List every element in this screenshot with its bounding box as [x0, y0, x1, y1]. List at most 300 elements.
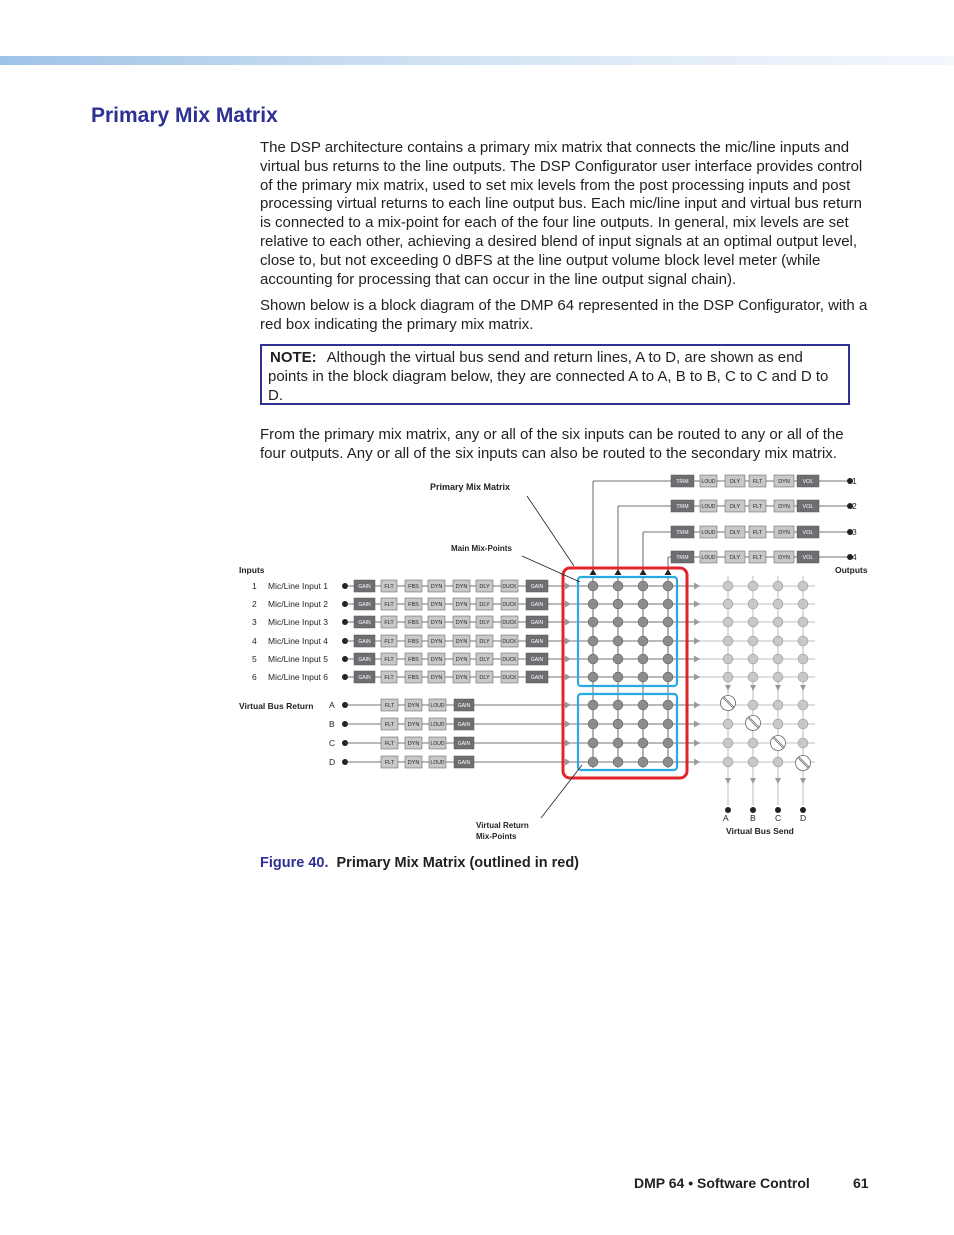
input-4-block-3-label: FBS: [408, 639, 419, 645]
virtual-return-label-d: D: [329, 757, 336, 767]
input-arrow-secondary-3: [694, 619, 700, 626]
virtual-c-block-2: [405, 737, 422, 749]
output-2-block-3-label: DLY: [729, 504, 741, 510]
input-6-block-3-label: FBS: [408, 675, 419, 681]
input-5-block-2-label: FLT: [384, 657, 394, 663]
input-3-block-3-label: FBS: [408, 620, 419, 626]
virtual-a-block-1: [381, 699, 398, 711]
secondary-mixpoint-v2-1: [723, 719, 733, 729]
input-4-block-3: [405, 635, 422, 647]
secondary-mixpoint-5-3: [773, 654, 783, 664]
input-label-6: Mic/Line Input 6: [268, 672, 329, 682]
input-2-block-6: [476, 598, 493, 610]
output-arrow-2: [615, 569, 622, 575]
secondary-mixpoint-6-3: [773, 672, 783, 682]
output-2-block-1-label: TRIM: [676, 504, 689, 510]
secondary-mixpoint-v2-3: [773, 719, 783, 729]
virtual-send-label-4: D: [800, 813, 807, 823]
input-5-block-4: [428, 653, 445, 665]
secondary-mixpoint-2-1: [723, 599, 733, 609]
input-6-block-4-label: DYN: [430, 675, 443, 681]
secondary-mixpoint-2-4: [798, 599, 808, 609]
input-1-block-3-label: FBS: [408, 584, 419, 590]
main-mixpoint-1-3: [638, 581, 648, 591]
virtual-c-block-3: [429, 737, 446, 749]
output-3-block-2-label: LOUD: [701, 530, 716, 536]
main-mixpoint-3-4: [663, 617, 673, 627]
input-1-block-8: [526, 580, 548, 592]
secondary-mixpoint-4-2: [748, 636, 758, 646]
figure-title: Primary Mix Matrix (outlined in red): [336, 855, 580, 871]
input-2-block-8-label: GAIN: [530, 602, 544, 608]
output-2-block-4: [749, 500, 766, 512]
paragraph-diagram-intro: Shown below is a block diagram of the DMP 64 represented in the DSP Configurator, with a red box indicating the primary mix matrix.: [260, 297, 868, 333]
input-2-block-2: [381, 598, 397, 610]
secondary-mixpoint-v3-2: [748, 738, 758, 748]
callout-line-virtual-mixpoints: [541, 765, 582, 818]
note-text: Although the virtual bus send and return lines, A to D, are shown as end points in the block diagram below, they are connected A to A, B to B, C to C and D to D.: [268, 349, 829, 404]
main-mixpoint-1-2: [613, 581, 623, 591]
output-2-block-5-label: DYN: [778, 504, 790, 510]
virtual-a-block-2-label: DYN: [407, 703, 420, 709]
mix-matrix: [563, 568, 811, 813]
input-3-block-6: [476, 616, 493, 628]
input-3-block-1: [354, 616, 375, 628]
secondary-mixpoint-v1-4: [798, 700, 808, 710]
input-4-block-7-label: DUCK: [502, 639, 517, 645]
secondary-mixpoint-4-1: [723, 636, 733, 646]
input-arrow-secondary-1: [694, 583, 700, 590]
main-mixpoint-2-3: [638, 599, 648, 609]
main-mixpoint-6-4: [663, 672, 673, 682]
input-6-block-3: [405, 671, 422, 683]
secondary-mixpoint-6-4: [798, 672, 808, 682]
inputs-heading: Inputs: [239, 565, 265, 575]
secondary-mixpoint-v4-3: [773, 757, 783, 767]
virtual-c-block-1-label: FLT: [384, 741, 395, 747]
output-1-block-1-label: TRIM: [676, 479, 689, 485]
virtual-return-label-a: A: [329, 700, 335, 710]
input-label-1: Mic/Line Input 1: [268, 581, 329, 591]
output-2-block-5: [774, 500, 794, 512]
main-mixpoint-5-1: [588, 654, 598, 664]
output-3-block-1-label: TRIM: [676, 530, 689, 536]
output-4-block-6: [797, 551, 819, 563]
secondary-arrow-mid-1: [725, 685, 731, 691]
virtual-b-block-1: [381, 718, 398, 730]
input-6-block-7: [501, 671, 518, 683]
secondary-mixpoint-v1-2: [748, 700, 758, 710]
input-3-block-4: [428, 616, 445, 628]
virtual-d-block-3-label: LOUD: [430, 760, 445, 766]
virtual-d-block-1: [381, 756, 398, 768]
input-6-block-7-label: DUCK: [502, 675, 517, 681]
main-mixpoint-1-1: [588, 581, 598, 591]
virtual-arrow-secondary-d: [694, 759, 700, 766]
input-2-block-1: [354, 598, 375, 610]
virtual-b-block-3: [429, 718, 446, 730]
virtual-arrow-secondary-c: [694, 740, 700, 747]
input-2-block-8: [526, 598, 548, 610]
input-3-block-8: [526, 616, 548, 628]
virtual-b-block-4-label: GAIN: [457, 722, 471, 728]
callout-virtual-return-line1: Virtual Return: [476, 821, 529, 830]
input-6-block-1-label: GAIN: [358, 675, 371, 681]
input-3-block-5-label: DYN: [455, 620, 468, 626]
input-1-block-7: [501, 580, 518, 592]
input-2-block-3: [405, 598, 422, 610]
output-4-block-4-label: FLT: [752, 555, 763, 561]
virtual-return-heading: Virtual Bus Return: [239, 701, 314, 711]
input-2-block-3-label: FBS: [408, 602, 419, 608]
input-1-block-6: [476, 580, 493, 592]
main-mixpoint-3-3: [638, 617, 648, 627]
input-5-block-6-label: DLY: [479, 657, 490, 663]
main-mixpoint-5-4: [663, 654, 673, 664]
input-arrow-3: [565, 619, 571, 626]
input-arrow-4: [565, 638, 571, 645]
secondary-mixpoint-2-3: [773, 599, 783, 609]
input-3-block-7-label: DUCK: [502, 620, 517, 626]
input-5-block-3: [405, 653, 422, 665]
virtual-c-block-4-label: GAIN: [457, 741, 471, 747]
output-number-4: 4: [852, 552, 857, 562]
virtual-a-block-4-label: GAIN: [457, 703, 471, 709]
input-1-block-3: [405, 580, 422, 592]
virtual-mixpoint-2-1: [588, 719, 598, 729]
input-5-block-7: [501, 653, 518, 665]
input-arrow-1: [565, 583, 571, 590]
virtual-send-label-2: B: [750, 813, 756, 823]
input-4-block-4: [428, 635, 445, 647]
input-3-block-5: [453, 616, 470, 628]
output-2-block-4-label: FLT: [752, 504, 763, 510]
virtual-d-block-4: [454, 756, 474, 768]
paragraph-routing: From the primary mix matrix, any or all of the six inputs can be routed to any or all of the four outputs. Any or all of the six inputs can also be routed to the secondary mix matrix.: [260, 426, 844, 462]
callout-main-mix-points: Main Mix-Points: [451, 544, 512, 553]
figure-number: Figure 40.: [260, 855, 329, 871]
main-mixpoint-4-4: [663, 636, 673, 646]
output-3-block-3: [725, 526, 745, 538]
virtual-c-block-2-label: DYN: [407, 741, 420, 747]
main-mixpoint-2-4: [663, 599, 673, 609]
input-5-block-7-label: DUCK: [502, 657, 517, 663]
secondary-mixpoint-1-4: [798, 581, 808, 591]
main-mixpoint-6-1: [588, 672, 598, 682]
input-1-block-1: [354, 580, 375, 592]
input-4-block-4-label: DYN: [430, 639, 443, 645]
input-3-block-8-label: GAIN: [530, 620, 544, 626]
virtual-d-block-4-label: GAIN: [457, 760, 471, 766]
virtual-send-label-3: C: [775, 813, 782, 823]
virtual-mixpoint-1-4: [663, 700, 673, 710]
secondary-arrow-bottom-1: [725, 778, 731, 784]
secondary-mixpoint-6-2: [748, 672, 758, 682]
input-6-block-1: [354, 671, 375, 683]
secondary-mixpoint-1-2: [748, 581, 758, 591]
input-2-block-5: [453, 598, 470, 610]
callout-primary-mix-matrix: Primary Mix Matrix: [430, 482, 511, 492]
virtual-mixpoint-4-1: [588, 757, 598, 767]
output-1-block-4-label: FLT: [752, 479, 763, 485]
input-5-block-4-label: DYN: [430, 657, 443, 663]
input-2-block-4: [428, 598, 445, 610]
footer-title: DMP 64 • Software Control: [634, 1175, 810, 1191]
input-1-block-5-label: DYN: [455, 584, 468, 590]
input-2-block-5-label: DYN: [455, 602, 468, 608]
input-5-block-5: [453, 653, 470, 665]
virtual-arrow-a: [565, 702, 571, 709]
input-1-block-7-label: DUCK: [502, 584, 517, 590]
secondary-mixpoint-2-2: [748, 599, 758, 609]
input-number-1: 1: [252, 581, 257, 591]
secondary-mixpoint-v3-1: [723, 738, 733, 748]
output-arrow-1: [590, 569, 597, 575]
virtual-a-block-2: [405, 699, 422, 711]
secondary-mixpoint-v1-3: [773, 700, 783, 710]
output-1-block-5: [774, 475, 794, 487]
output-4-block-5-label: DYN: [778, 555, 790, 561]
output-2-block-6: [797, 500, 819, 512]
outputs-heading: Outputs: [835, 565, 868, 575]
output-1-block-6-label: VOL: [802, 479, 814, 485]
secondary-arrow-bottom-3: [775, 778, 781, 784]
output-2-block-2: [700, 500, 717, 512]
virtual-arrow-secondary-a: [694, 702, 700, 709]
virtual-send-label-1: A: [723, 813, 729, 823]
input-4-block-5: [453, 635, 470, 647]
virtual-c-block-4: [454, 737, 474, 749]
virtual-mixpoint-4-4: [663, 757, 673, 767]
virtual-b-block-1-label: FLT: [384, 722, 395, 728]
secondary-mixpoint-5-1: [723, 654, 733, 664]
input-1-block-2: [381, 580, 397, 592]
main-mixpoint-6-2: [613, 672, 623, 682]
input-3-block-2: [381, 616, 397, 628]
input-2-block-4-label: DYN: [430, 602, 443, 608]
virtual-b-block-3-label: LOUD: [430, 722, 445, 728]
output-4-block-5: [774, 551, 794, 563]
secondary-mixpoint-v2-4: [798, 719, 808, 729]
output-4-block-4: [749, 551, 766, 563]
virtual-d-block-1-label: FLT: [384, 760, 395, 766]
input-arrow-secondary-2: [694, 601, 700, 608]
input-5-block-8: [526, 653, 548, 665]
secondary-mixpoint-6-1: [723, 672, 733, 682]
secondary-arrow-mid-4: [800, 685, 806, 691]
virtual-mixpoint-4-2: [613, 757, 623, 767]
note-label: NOTE:: [270, 349, 317, 366]
virtual-a-block-4: [454, 699, 474, 711]
input-number-6: 6: [252, 672, 257, 682]
input-6-block-6: [476, 671, 493, 683]
input-5-block-6: [476, 653, 493, 665]
input-6-block-2: [381, 671, 397, 683]
main-mixpoint-6-3: [638, 672, 648, 682]
secondary-mixpoint-5-4: [798, 654, 808, 664]
virtual-mixpoint-1-3: [638, 700, 648, 710]
input-3-block-2-label: FLT: [384, 620, 394, 626]
virtual-mixpoint-2-3: [638, 719, 648, 729]
virtual-mixpoint-3-3: [638, 738, 648, 748]
output-3-block-3-label: DLY: [729, 530, 741, 536]
input-4-block-6: [476, 635, 493, 647]
output-2-block-6-label: VOL: [802, 504, 814, 510]
virtual-d-block-2: [405, 756, 422, 768]
main-mixpoint-5-3: [638, 654, 648, 664]
input-label-5: Mic/Line Input 5: [268, 654, 329, 664]
output-2-block-2-label: LOUD: [701, 504, 716, 510]
input-2-block-7-label: DUCK: [502, 602, 517, 608]
secondary-mixpoint-1-1: [723, 581, 733, 591]
secondary-arrow-bottom-4: [800, 778, 806, 784]
input-number-5: 5: [252, 654, 257, 664]
input-5-block-5-label: DYN: [455, 657, 468, 663]
output-2-block-1: [671, 500, 694, 512]
input-2-block-1-label: GAIN: [358, 602, 371, 608]
input-6-block-4: [428, 671, 445, 683]
output-3-block-2: [700, 526, 717, 538]
output-1-block-1: [671, 475, 694, 487]
secondary-mixpoint-v4-1: [723, 757, 733, 767]
output-4-block-3-label: DLY: [729, 555, 741, 561]
callout-line-primary: [527, 496, 574, 566]
output-1-block-3-label: DLY: [729, 479, 741, 485]
paragraph-intro: The DSP architecture contains a primary mix matrix that connects the mic/line inputs and virtual bus returns to the line outputs. The DSP Configurator user interface provides control of the primary mix matrix, used to set mix levels from the post processing inputs and post processing virtual returns to each line output bus. Each mic/line input and virtual bus return is connected to a mix-point for each of the four line outputs. In general, mix levels are set relative to each other, achieving a desired blend of input signals at an optimal output level, close to, but not exceeding 0 dBFS at the line output volume block level meter (while accounting for processing that can occur in the line output signal chain).: [260, 139, 863, 288]
input-3-block-1-label: GAIN: [358, 620, 371, 626]
page-number: 61: [853, 1175, 869, 1191]
input-2-block-2-label: FLT: [384, 602, 394, 608]
input-2-block-7: [501, 598, 518, 610]
input-5-block-1-label: GAIN: [358, 657, 371, 663]
input-1-block-6-label: DLY: [479, 584, 490, 590]
secondary-mixpoint-v4-2: [748, 757, 758, 767]
input-5-block-3-label: FBS: [408, 657, 419, 663]
secondary-mixpoint-3-3: [773, 617, 783, 627]
output-3-block-5-label: DYN: [778, 530, 790, 536]
input-1-block-8-label: GAIN: [530, 584, 544, 590]
output-4-block-1-label: TRIM: [676, 555, 689, 561]
output-number-2: 2: [852, 501, 857, 511]
input-4-block-6-label: DLY: [479, 639, 490, 645]
output-4-block-3: [725, 551, 745, 563]
secondary-arrow-bottom-2: [750, 778, 756, 784]
virtual-d-block-2-label: DYN: [407, 760, 420, 766]
input-4-block-1-label: GAIN: [358, 639, 371, 645]
input-5-block-2: [381, 653, 397, 665]
main-mixpoint-5-2: [613, 654, 623, 664]
virtual-mixpoint-2-2: [613, 719, 623, 729]
virtual-arrow-secondary-b: [694, 721, 700, 728]
input-arrow-5: [565, 656, 571, 663]
callout-virtual-return-line2: Mix-Points: [476, 832, 517, 841]
virtual-d-block-3: [429, 756, 446, 768]
input-4-block-5-label: DYN: [455, 639, 468, 645]
virtual-b-block-2-label: DYN: [407, 722, 420, 728]
input-arrow-2: [565, 601, 571, 608]
input-label-4: Mic/Line Input 4: [268, 636, 329, 646]
output-3-block-4: [749, 526, 766, 538]
input-arrow-secondary-6: [694, 674, 700, 681]
virtual-mixpoint-3-2: [613, 738, 623, 748]
input-1-block-4: [428, 580, 445, 592]
output-1-block-6: [797, 475, 819, 487]
main-mixpoint-1-4: [663, 581, 673, 591]
output-arrow-4: [665, 569, 672, 575]
main-mixpoint-2-2: [613, 599, 623, 609]
input-label-2: Mic/Line Input 2: [268, 599, 329, 609]
input-4-block-8: [526, 635, 548, 647]
secondary-arrow-mid-3: [775, 685, 781, 691]
input-5-block-8-label: GAIN: [530, 657, 544, 663]
input-2-block-6-label: DLY: [479, 602, 490, 608]
input-1-block-1-label: GAIN: [358, 584, 371, 590]
main-mixpoint-3-2: [613, 617, 623, 627]
input-number-2: 2: [252, 599, 257, 609]
output-1-block-2: [700, 475, 717, 487]
input-4-block-2-label: FLT: [384, 639, 394, 645]
input-6-block-5: [453, 671, 470, 683]
input-label-3: Mic/Line Input 3: [268, 617, 329, 627]
input-3-block-7: [501, 616, 518, 628]
virtual-mixpoint-4-3: [638, 757, 648, 767]
secondary-mixpoint-4-3: [773, 636, 783, 646]
secondary-mixpoint-5-2: [748, 654, 758, 664]
virtual-a-block-3-label: LOUD: [430, 703, 445, 709]
virtual-mixpoint-3-4: [663, 738, 673, 748]
virtual-arrow-c: [565, 740, 571, 747]
main-mixpoint-3-1: [588, 617, 598, 627]
input-5-block-1: [354, 653, 375, 665]
output-1-block-2-label: LOUD: [701, 479, 716, 485]
secondary-mixpoint-3-2: [748, 617, 758, 627]
virtual-mixpoint-2-4: [663, 719, 673, 729]
virtual-b-block-2: [405, 718, 422, 730]
input-arrow-6: [565, 674, 571, 681]
virtual-mixpoint-1-2: [613, 700, 623, 710]
input-3-block-4-label: DYN: [430, 620, 443, 626]
secondary-mixpoint-3-1: [723, 617, 733, 627]
secondary-mixpoint-3-4: [798, 617, 808, 627]
input-4-block-2: [381, 635, 397, 647]
figure-caption: [260, 855, 579, 871]
input-4-block-8-label: GAIN: [530, 639, 544, 645]
input-number-3: 3: [252, 617, 257, 627]
output-number-1: 1: [852, 476, 857, 486]
input-6-block-6-label: DLY: [479, 675, 490, 681]
virtual-a-block-3: [429, 699, 446, 711]
virtual-arrow-d: [565, 759, 571, 766]
main-mixpoint-4-2: [613, 636, 623, 646]
input-6-block-8-label: GAIN: [530, 675, 544, 681]
input-arrow-secondary-4: [694, 638, 700, 645]
input-6-block-5-label: DYN: [455, 675, 468, 681]
output-1-block-3: [725, 475, 745, 487]
virtual-send-heading: Virtual Bus Send: [726, 826, 794, 836]
secondary-arrow-mid-2: [750, 685, 756, 691]
input-3-block-3: [405, 616, 422, 628]
output-number-3: 3: [852, 527, 857, 537]
output-3-block-5: [774, 526, 794, 538]
output-1-block-5-label: DYN: [778, 479, 790, 485]
virtual-return-label-b: B: [329, 719, 335, 729]
output-arrow-3: [640, 569, 647, 575]
output-3-block-6-label: VOL: [802, 530, 814, 536]
output-4-block-1: [671, 551, 694, 563]
virtual-c-block-1: [381, 737, 398, 749]
secondary-mixpoint-1-3: [773, 581, 783, 591]
output-2-block-3: [725, 500, 745, 512]
